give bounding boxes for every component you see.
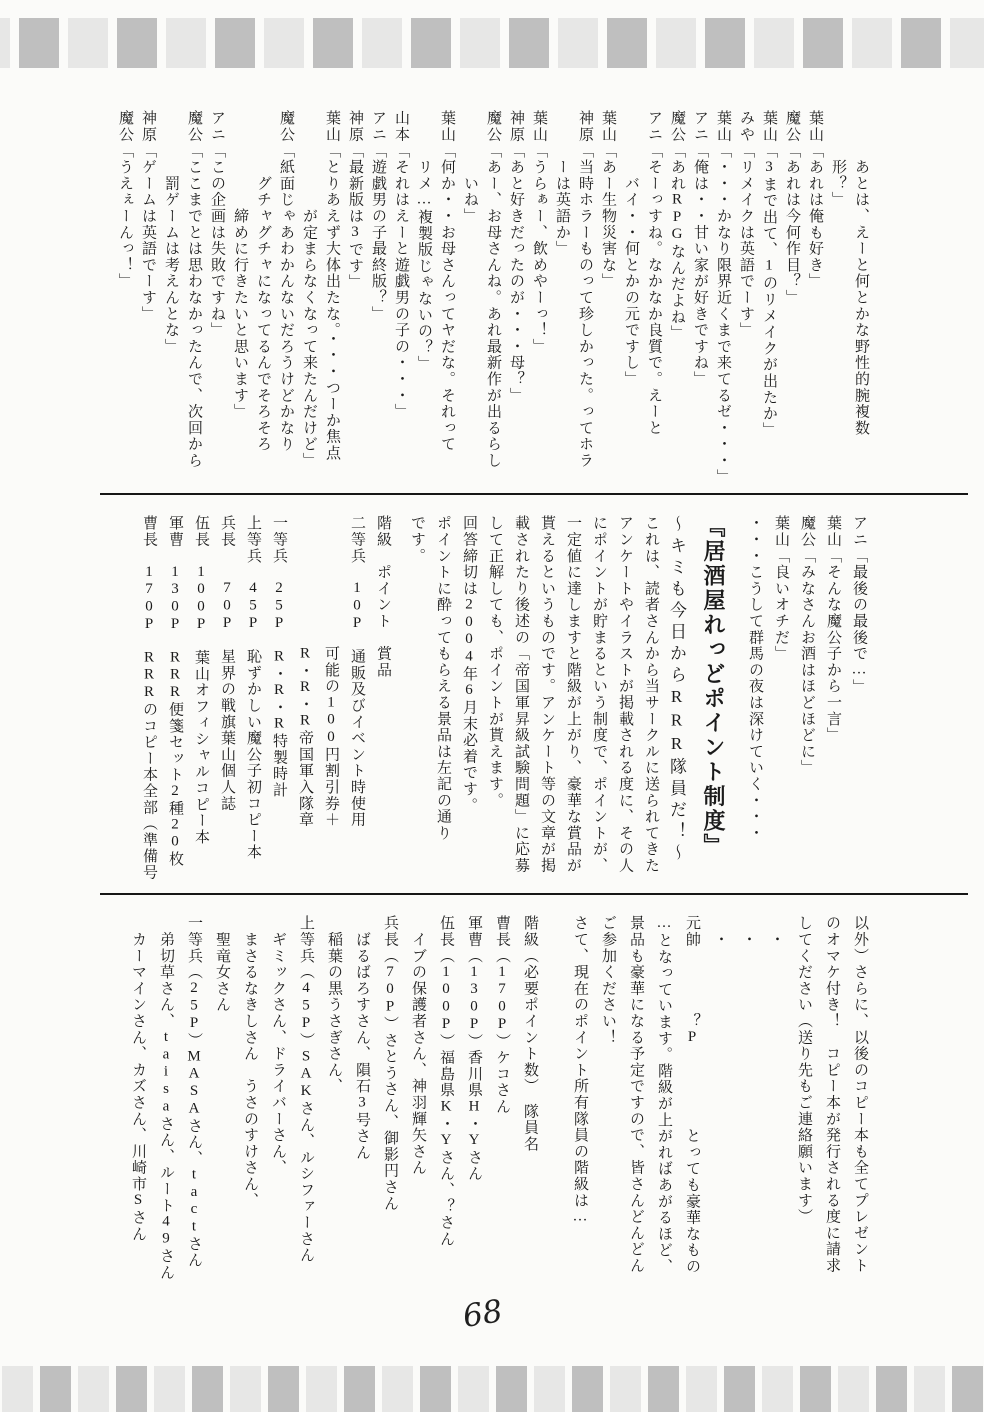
text-line: 上等兵 45P 恥ずかしい魔公子初コピー本 [245, 515, 261, 861]
text-line: 弟切草さん、taisaさん、ルート49さん [158, 915, 174, 1281]
text-line: ・・・こうして群馬の夜は深けていく・・・ [747, 515, 763, 841]
text-line: 伍長 100P 葉山オフィシャルコピー本 [193, 515, 209, 845]
text-line: アンケートやイラストが掲載される度に、その人 [617, 515, 633, 874]
checker-square [724, 1366, 755, 1412]
checker-square [68, 18, 108, 68]
text-line: 稲葉の黒うさぎさん、 [326, 915, 342, 1095]
text-line: これは、読者さんから当サークルに送られてきた [643, 515, 659, 874]
text-line: アニ「俺は・・甘い家が好きですね」 [692, 110, 708, 388]
text-line: ポイントに酔ってもらえる景品は左記の通り [435, 515, 451, 841]
checker-square [800, 1366, 831, 1412]
checker-square [313, 18, 353, 68]
text-line: グチャグチャになってるんでそろそろ [255, 110, 271, 453]
checker-square [876, 1366, 907, 1412]
text-line: 葉山「良いオチだ」 [773, 515, 789, 662]
text-line: 神原「最新版は3です」 [347, 110, 363, 291]
checker-square [382, 1366, 413, 1412]
text-line: アニ「最後の最後で…」 [851, 515, 867, 696]
text-line: して正解しても、ポイントが貰えます。 [487, 515, 503, 809]
text-line: です。 [409, 515, 425, 564]
text-line: 葉山「3まで出て、1のリメイクが出たか」 [761, 110, 777, 438]
text-line: 形？」 [830, 110, 846, 208]
text-line: ばるばろすさん、隕石3号さん [354, 915, 370, 1161]
text-line: 神原「ゲームは英語でーす」 [140, 110, 156, 322]
text-line: ・ [768, 915, 784, 948]
roster-section [124, 915, 874, 1297]
text-line: 階級 ポイント 賞品 [375, 515, 391, 678]
text-line: 兵長 70P 星界の戦旗葉山個人誌 [219, 515, 235, 812]
checker-square [420, 1366, 451, 1412]
text-line: …となっています。階級が上がればあがるほど、 [656, 915, 672, 1275]
text-line: 貰えるというものです。アンケート等の文章が掲 [539, 515, 555, 874]
checker-square [230, 1366, 261, 1412]
text-line: 葉山「何か・・お母さんってヤだな。それって [439, 110, 455, 453]
text-line: カーマインさん、カズさん、川崎市Sさん [130, 915, 146, 1242]
text-line: ーは英語か」 [554, 110, 570, 257]
checker-square [656, 18, 696, 68]
text-line: 葉山「そんな魔公子から一言」 [825, 515, 841, 744]
text-line: アニ「この企画は失敗ですね」 [209, 110, 225, 339]
checker-square [362, 18, 402, 68]
checker-square [78, 1366, 109, 1412]
page-number: 68 [460, 1293, 506, 1335]
checker-border-bottom [2, 1366, 984, 1412]
text-line: 一定値に達しますと階級が上がり、豪華な賞品が [565, 515, 581, 874]
checker-square [2, 1366, 33, 1412]
text-line: 兵長（70P）さとうさん、御影円さん [382, 915, 398, 1212]
checker-square [215, 18, 255, 68]
checker-square [116, 1366, 147, 1412]
text-line: 回答締切は2004年6月末必着です。 [461, 515, 477, 814]
text-line: 可能の100円割引券＋ [323, 515, 339, 828]
text-line: 『居酒屋れっどポイント制度』 [701, 515, 726, 858]
text-line: さて、現在のポイント所有隊員の階級は… [572, 915, 588, 1226]
text-line: 魔公「みなさんお酒はほどほどに」 [799, 515, 815, 776]
checker-square [192, 1366, 223, 1412]
text-line: アニ「遊戯男の子最終版？」 [370, 110, 386, 322]
text-line: 元帥 ？P とっても豪華なもの [684, 915, 700, 1275]
text-line: リメ…複製版じゃないの？」 [416, 110, 432, 372]
text-line: してください（送り先もご連絡願います） [796, 915, 812, 1225]
text-line: 軍曹 130P RRR便箋セット2種20枚 [167, 515, 183, 868]
text-line: ・ [740, 915, 756, 948]
text-line: 二等兵 10P 通販及びイベント時使用 [349, 515, 365, 828]
text-line: 伍長（100P）福島県K・Yさん、？さん [438, 915, 454, 1247]
checker-square [0, 18, 10, 68]
checker-square [306, 1366, 337, 1412]
checker-square [344, 1366, 375, 1412]
checker-square [19, 18, 59, 68]
checker-square [40, 1366, 71, 1412]
checker-square [838, 1366, 869, 1412]
checker-square [264, 18, 304, 68]
text-line: 以外）さらに、以後のコピー本も全てプレゼント [852, 915, 868, 1274]
text-line: 魔公「うえぇーんっ！」 [117, 110, 133, 290]
point-system-section [136, 515, 872, 889]
text-line: 一等兵 25P R・R・R特製時計 [271, 515, 287, 799]
text-line: 神原「当時ホラーものって珍しかった。ってホラ [577, 110, 593, 469]
checker-square [166, 18, 206, 68]
checker-square [154, 1366, 185, 1412]
text-line: にポイントが貯まるという制度で、ポイントが、 [591, 515, 607, 874]
separator-line [100, 493, 968, 495]
text-line: イブの保護者さん、神羽輝矢さん [410, 915, 426, 1176]
text-line: アニ「そーっすね。なかなか良質で。えーと [646, 110, 662, 436]
text-line: 一等兵（25P）MASAさん、tactさん [186, 915, 202, 1269]
text-line: あとは、えーと何とかな野性的腕複数 [853, 110, 869, 436]
text-line: 聖竜女さん [214, 915, 230, 1013]
checker-square [754, 18, 794, 68]
checker-square [268, 1366, 299, 1412]
text-line: ご参加ください！ [600, 915, 616, 1046]
text-line: 締めに行きたいと思います」 [232, 110, 248, 420]
text-line: 魔公「あー、お母さんね。あれ最新作が出るらし [485, 110, 501, 469]
checker-square [686, 1366, 717, 1412]
text-line: が定まらなくなって来たんだけど」 [301, 110, 317, 469]
text-line: 罰ゲームは考えんとな」 [163, 110, 179, 355]
separator-line [100, 893, 968, 895]
checker-square [852, 18, 892, 68]
text-line: まさるなきしさん うさのすけさん、 [242, 915, 258, 1209]
checker-square [648, 1366, 679, 1412]
text-line: 葉山「うらぁー、飲めやーっ！」 [531, 110, 547, 355]
text-line: 曹長 170P RRRのコピー本全部（準備号 [141, 515, 157, 881]
checker-square [496, 1366, 527, 1412]
text-line: 魔公「ここまでとは思わなかったんで、次回から [186, 110, 202, 469]
checker-square [411, 18, 451, 68]
text-line: R・R・R帝国軍入隊章 [297, 515, 313, 828]
checker-square [950, 18, 984, 68]
text-line: ギミックさん、ドライバーさん、 [270, 915, 286, 1176]
text-line: 山本「それはえーと遊戯男の子の・・・」 [393, 110, 409, 420]
text-line: 曹長（170P）ケコさん [494, 915, 510, 1115]
text-line: 葉山「あー生物災害な」 [600, 110, 616, 290]
text-line: 上等兵（45P）SAKさん、ルシファーさん [298, 915, 314, 1264]
text-line: ～キミも今日からRRR隊員だ！～ [667, 515, 686, 865]
text-line: 景品も豪華になる予定ですので、皆さんどんどん [628, 915, 644, 1274]
checker-square [610, 1366, 641, 1412]
text-line: 軍曹（130P）香川県H・Yさん [466, 915, 482, 1182]
checker-square [458, 1366, 489, 1412]
checker-square [803, 18, 843, 68]
text-line: のオマケ付き！ コピー本が発行される度に請求 [824, 915, 840, 1274]
checker-border-top [0, 18, 984, 68]
checker-square [460, 18, 500, 68]
checker-square [762, 1366, 793, 1412]
text-line: いね」 [462, 110, 478, 225]
checker-square [607, 18, 647, 68]
checker-square [534, 1366, 565, 1412]
checker-square [901, 18, 941, 68]
text-line: 魔公「あれは今何作目？」 [784, 110, 800, 306]
checker-square [509, 18, 549, 68]
text-line: 載されたり後述の「帝国軍昇級試験問題」に応募 [513, 515, 529, 874]
checker-square [117, 18, 157, 68]
text-line: ・ [712, 915, 728, 948]
text-line: 魔公「紙面じゃあわかんないだろうけどかなり [278, 110, 294, 453]
checker-square [705, 18, 745, 68]
checker-square [572, 1366, 603, 1412]
text-line: 神原「あと好きだったのが・・・母？」 [508, 110, 524, 404]
text-line: みや「リメイクは英語でーす」 [738, 110, 754, 339]
checker-square [952, 1366, 983, 1412]
checker-square [558, 18, 598, 68]
text-line: 葉山「とりあえず大体出たな。・・・つーか焦点 [324, 110, 340, 462]
checker-square [914, 1366, 945, 1412]
text-line: バイ・・何とかの元ですし」 [623, 110, 639, 388]
text-line: 魔公「あれRPGなんだよね」 [669, 110, 685, 342]
dialogue-section [113, 110, 872, 492]
text-line: 葉山「あれは俺も好き」 [807, 110, 823, 290]
text-line: 階級（必要ポイント数） 隊員名 [522, 915, 538, 1152]
text-line: 葉山「・・・かなり限界近くまで来てるゼ・・・」 [715, 110, 731, 485]
